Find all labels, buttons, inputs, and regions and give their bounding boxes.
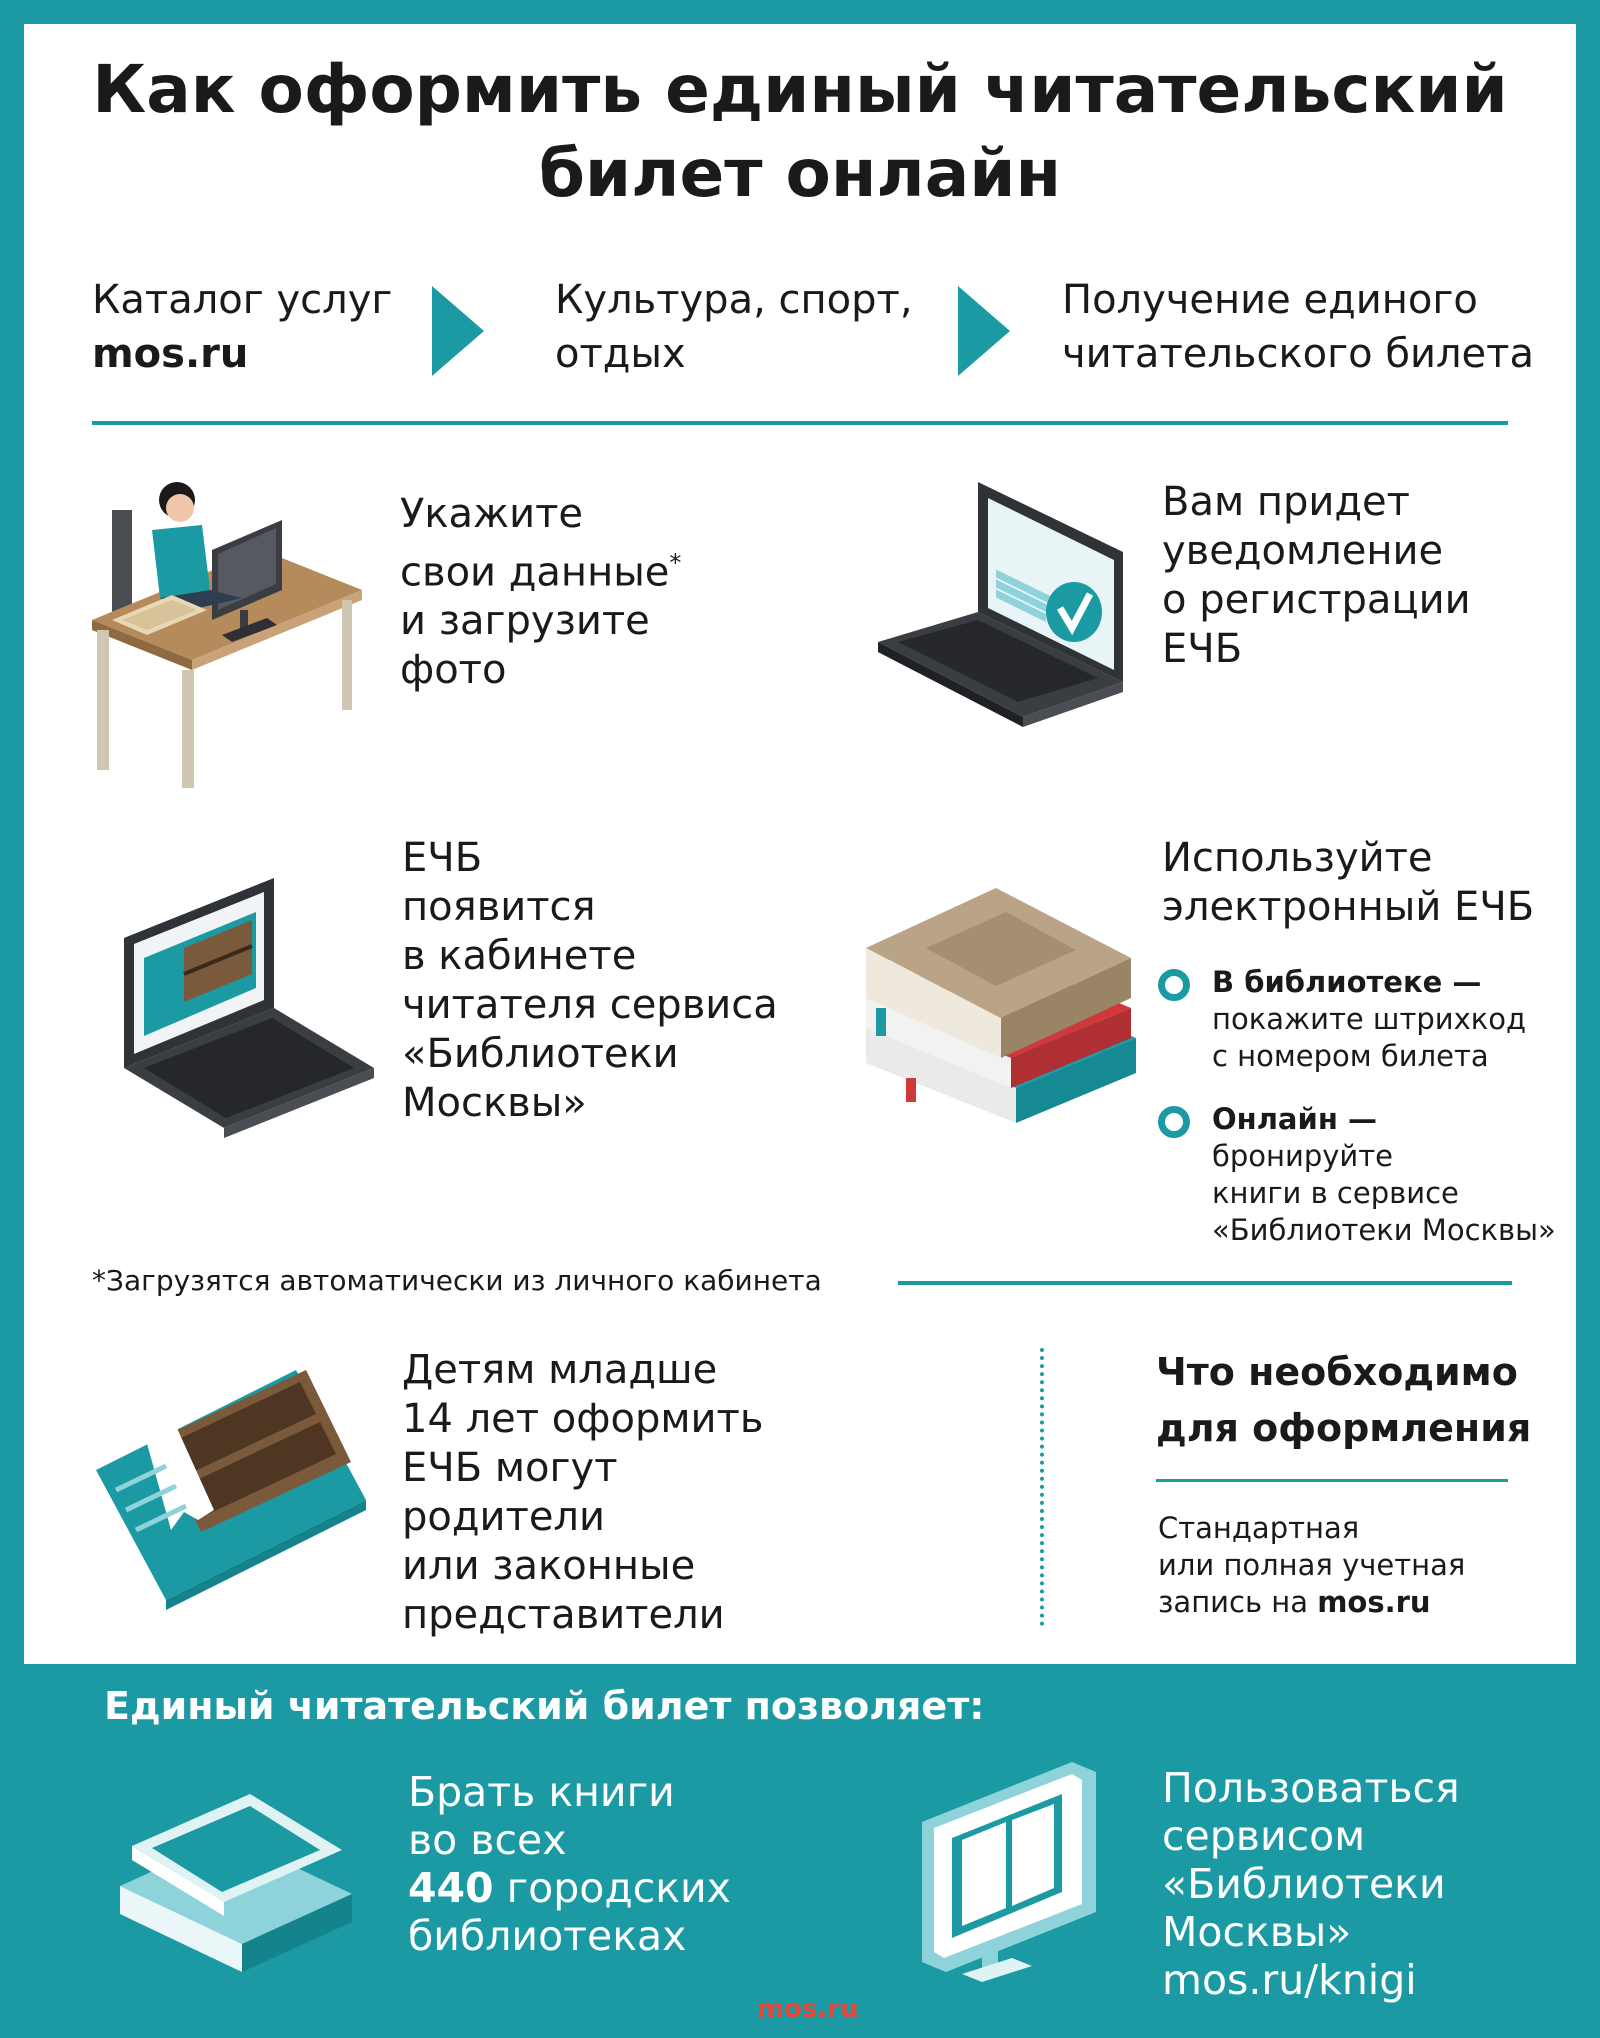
open-book-icon	[120, 1776, 352, 1972]
footer-heading: Единый читательский билет позволяет:	[104, 1684, 985, 1728]
breadcrumb-reader-card[interactable]: Получение единого читательского билета	[1062, 277, 1534, 377]
step-children: Детям младше 14 лет оформить ЕЧБ могут родители или законные представители	[402, 1347, 764, 1638]
bullet-ring-icon	[1158, 969, 1190, 1001]
requirements-text: Стандартная или полная учетная запись на mos.ru	[1158, 1511, 1466, 1619]
use-online: Онлайн — бронируйте книги в сервисе «Библиотеки Москвы»	[1212, 1102, 1556, 1247]
breadcrumb-catalog[interactable]: Каталог услуг mos.ru	[92, 277, 393, 377]
office-worker-icon	[92, 470, 362, 790]
step-use-heading: Используйте электронный ЕЧБ	[1162, 835, 1535, 930]
page-title: Как оформить единый читательский билет онлайн	[92, 51, 1508, 212]
use-in-library: В библиотеке — покажите штрихкод с номером билета	[1212, 965, 1527, 1073]
chevron-right-icon	[958, 286, 1010, 376]
monitor-book-icon	[922, 1762, 1096, 1984]
footnote: *Загрузятся автоматически из личного кабинета	[92, 1264, 822, 1297]
laptop-library-icon	[124, 878, 374, 1138]
bullet-ring-icon	[1158, 1106, 1190, 1138]
requirements-title: Что необходимо для оформления	[1156, 1350, 1532, 1450]
dotted-separator	[1040, 1348, 1044, 1626]
book-stack-icon	[866, 888, 1136, 1128]
chevron-right-icon	[432, 286, 484, 376]
mos-knigi-link[interactable]: mos.ru/knigi	[1162, 1956, 1417, 2004]
step-cabinet: ЕЧБ появится в кабинете читателя сервиса «Библиотеки Москвы»	[402, 835, 778, 1126]
footer-books-text: Брать книги во всех 440 городских библиотеках	[408, 1768, 731, 1960]
brand-logo[interactable]: mos.ru	[757, 1994, 859, 2024]
step-notification: Вам придет уведомление о регистрации ЕЧБ	[1162, 479, 1471, 672]
step-upload-data: Укажите свои данные* и загрузите фото	[400, 491, 682, 694]
breadcrumb-culture[interactable]: Культура, спорт, отдых	[555, 277, 913, 377]
footnote-divider	[898, 1281, 1512, 1285]
requirements-divider	[1156, 1479, 1508, 1482]
laptop-check-icon	[878, 482, 1123, 742]
footer-service-text: Пользоваться сервисом «Библиотеки Москвы» mos.ru/knigi	[1162, 1764, 1460, 2004]
library-card-icon	[96, 1370, 366, 1626]
section-divider	[92, 421, 1508, 425]
